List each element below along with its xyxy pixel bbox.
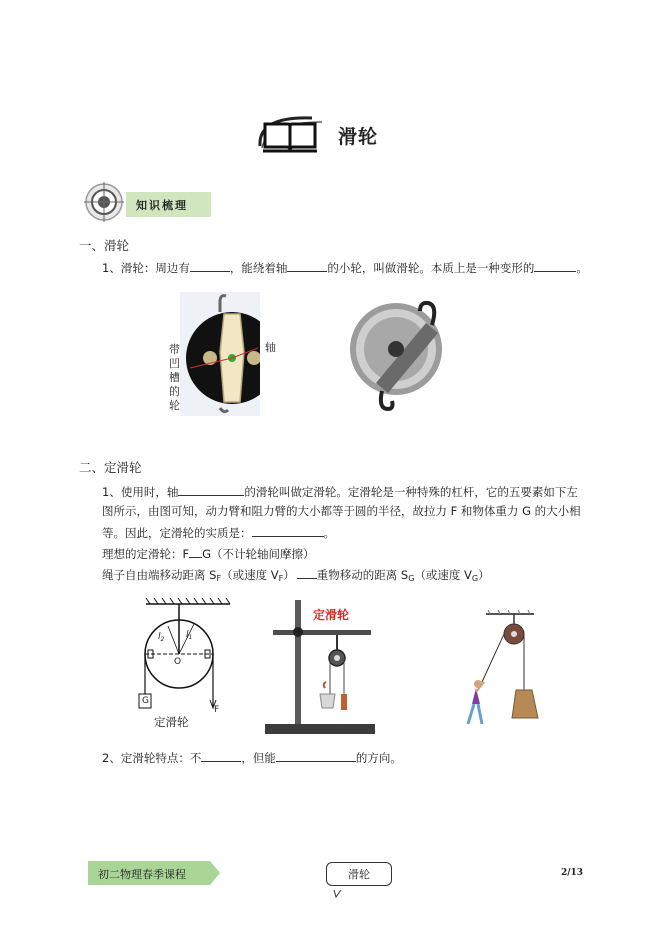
section1-heading: 一、滑轮	[79, 238, 130, 253]
person-pulling-figure	[458, 610, 546, 730]
footer-course-label: 初二物理春季课程	[98, 868, 186, 881]
section2-line4: 理想的定滑轮：F G（不计轮轴间摩擦）	[102, 544, 315, 564]
book-icon	[262, 120, 318, 158]
section2-line5: 绳子自由端移动距离 $S_F$（或速度 $V_F$） 重物移动的距离 $S_G$（或速度 $V_G$）	[102, 565, 490, 588]
page-title: 滑轮	[338, 126, 379, 148]
blank-axis[interactable]	[178, 482, 244, 496]
target-icon	[84, 182, 124, 226]
label-f: F	[214, 705, 220, 715]
blank-compare-s[interactable]	[297, 565, 317, 579]
blank-3[interactable]	[534, 258, 576, 272]
blank-2[interactable]	[287, 258, 327, 272]
footer-course-tag	[88, 861, 210, 885]
fig1-caption: 定滑轮	[154, 715, 189, 729]
blank-feature1[interactable]	[201, 748, 241, 762]
label-o: O	[174, 657, 182, 667]
section2-line3: 等。因此，定滑轮的实质是： 。	[102, 523, 335, 543]
pulley-photo-figure	[168, 292, 260, 416]
label-l1: $l_1$	[186, 630, 193, 641]
label-l2: $l_2$	[158, 632, 165, 643]
fixed-pulley-lever-diagram	[138, 598, 238, 718]
pulley-illustration	[340, 295, 450, 415]
section2-heading: 二、定滑轮	[79, 460, 142, 475]
section-tag-knowledge	[126, 192, 211, 217]
bubble-tail	[333, 883, 343, 902]
blank-1[interactable]	[190, 258, 230, 272]
blank-feature2[interactable]	[276, 748, 356, 762]
section2-item2: 2、定滑轮特点：不 ，但能 的方向。	[102, 748, 402, 768]
section-tag-label: 知识梳理	[136, 198, 188, 212]
blank-compare-f-g[interactable]	[189, 544, 202, 558]
label-g: G	[142, 696, 149, 706]
section1-item1: 1、滑轮：周边有 ，能绕着轴 的小轮，叫做滑轮。本质上是一种变形的 。	[102, 258, 588, 278]
section2-line1: 1、使用时，轴 的滑轮叫做定滑轮。定滑轮是一种特殊的杠杆，它的五要素如下左	[102, 482, 578, 502]
section2-line2: 图所示，由图可知，动力臂和阻力臂的大小都等于圆的半径，故拉力 F 和物体重力 G 的大小相	[102, 504, 581, 518]
footer-topic-bubble: 滑轮	[326, 862, 392, 886]
label-axle: 轴	[265, 341, 276, 354]
label-grooved-wheel: 带凹槽的轮	[169, 343, 180, 412]
fig2-caption: 定滑轮	[313, 608, 350, 622]
blank-essence[interactable]	[252, 523, 324, 537]
page-number: 2/13	[561, 868, 584, 878]
